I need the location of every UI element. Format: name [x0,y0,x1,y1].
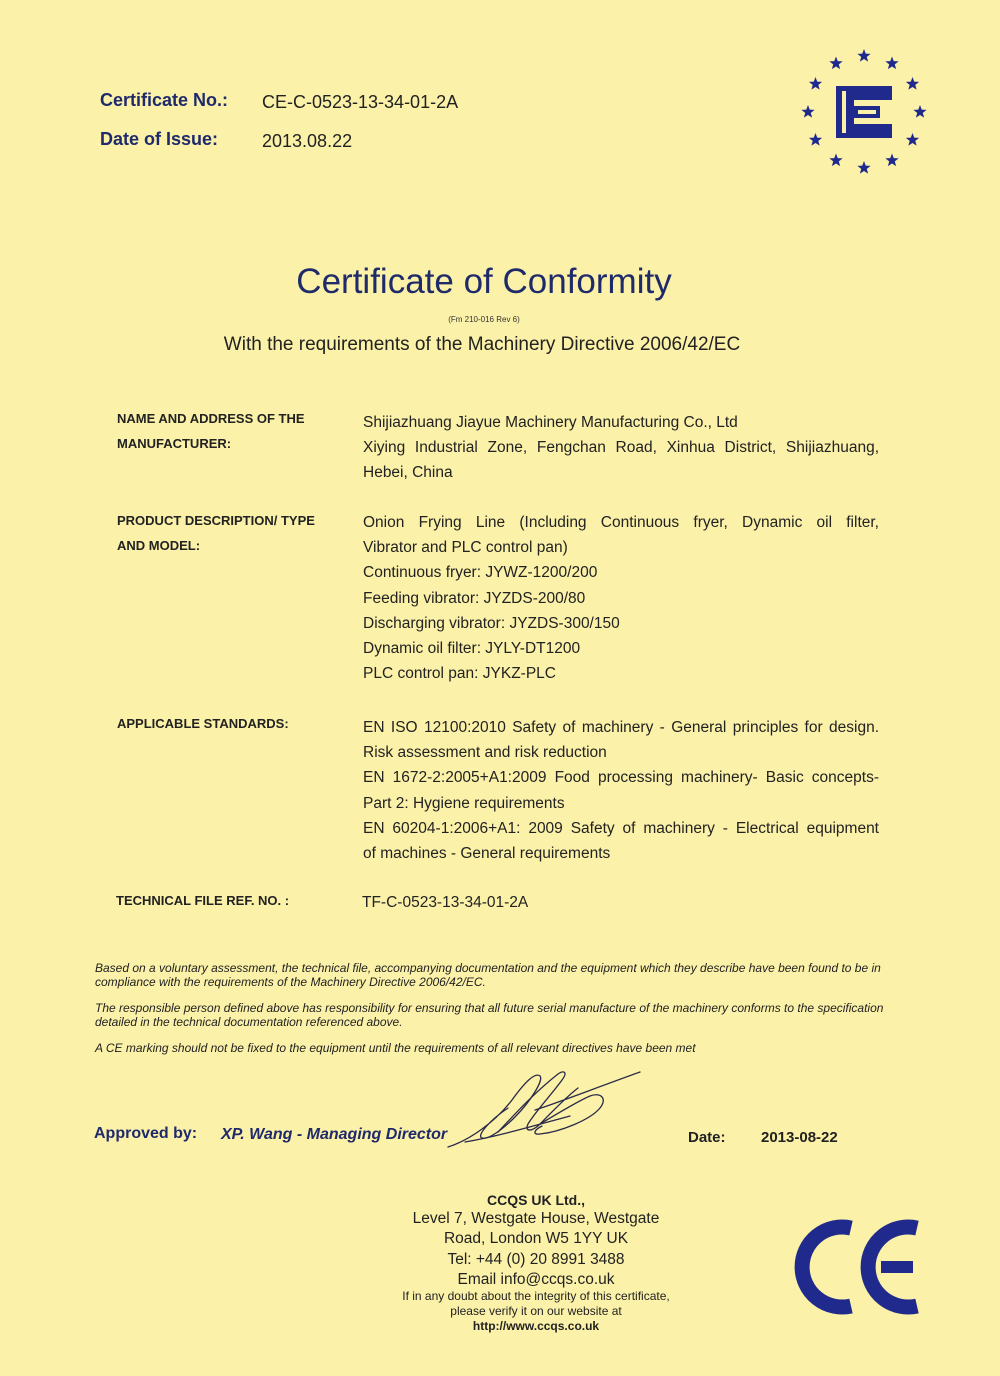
logo-star-icon [906,77,919,90]
approver-name: XP. Wang - Managing Director [221,1126,448,1143]
technical-file-label: TECHNICAL FILE REF. NO. : [116,893,290,908]
logo-star-icon [801,105,814,118]
date-of-issue-label: Date of Issue: [100,129,219,149]
product-label: PRODUCT DESCRIPTION/ TYPE AND MODEL: [117,513,315,553]
signature-icon [440,1062,655,1157]
note-assessment: Based on a voluntary assessment, the technical file, accompanying documentation and the equipment which they describe have been found to be in compliance with the requirements of the Machinery Directive 2006/42/EC. [95,961,881,989]
manufacturer-label: NAME AND ADDRESS OF THE MANUFACTURER: [117,411,305,451]
logo-star-icon [885,57,898,70]
technical-file-value: TF-C-0523-13-34-01-2A [362,894,529,911]
note-ce-marking: A CE marking should not be fixed to the equipment until the requirements of all relevant directives have been met [95,1041,696,1055]
issuer-website: http://www.ccqs.co.uk [472,1319,600,1333]
approval-date-value: 2013-08-22 [761,1129,838,1146]
form-reference: (Fm 210-016 Rev 6) [448,315,520,324]
logo-star-icon [857,161,870,174]
logo-star-icon [809,133,822,146]
issuer-block [356,1191,716,1334]
product-details: Onion Frying Line (Including Continuous fryer, Dynamic oil filter, Vibrator and PLC control pan) Continuous fryer: JYWZ-1200/200 Feeding vibrator: JYZDS-200/80 Discharging vibrator: JYZDS-300/150 Dynamic oil filter: JYLY-DT1200 PLC control pan: JYKZ-PLC [363,514,879,683]
compliance-notes [95,961,895,1067]
issuer-address-2: Road, London W5 1YY UK [443,1230,629,1247]
certificate-no-label: Certificate No.: [100,90,229,110]
standards-label: APPLICABLE STANDARDS: [117,716,289,731]
logo-star-icon [809,77,822,90]
standards-list: EN ISO 12100:2010 Safety of machinery - General principles for design. Risk assessment and risk reduction EN 1672-2:2005+A1:2009 Food processing machinery- Basic concepts- Part 2: Hygiene requirements EN 60204-1:2006+A1: 2009 Safety of machinery - Electrical equipment of machines - General requirements [363,719,879,863]
issuer-doubt-line-2: please verify it on our website at [450,1304,622,1318]
approval-date-label: Date: [688,1129,726,1146]
approved-by-label: Approved by: [94,1125,198,1142]
date-of-issue-value: 2013.08.22 [262,131,353,151]
logo-star-icon [829,154,842,167]
ce-mark-icon [793,1218,925,1316]
logo-star-icon [857,49,870,62]
issuer-name: CCQS UK Ltd., [487,1192,585,1208]
logo-star-icon [906,133,919,146]
issuer-doubt-line-1: If in any doubt about the integrity of this certificate, [402,1289,670,1303]
eu-stars-e-logo-icon [800,48,928,176]
logo-star-icon [885,154,898,167]
certificate-no-value: CE-C-0523-13-34-01-2A [262,92,459,112]
manufacturer-details: Shijiazhuang Jiayue Machinery Manufacturing Co., Ltd Xiying Industrial Zone, Fengchan Road, Xinhua District, Shijiazhuang, Hebei, China [363,414,879,482]
page-title: Certificate of Conformity [296,262,672,301]
logo-star-icon [829,57,842,70]
subtitle: With the requirements of the Machinery Directive 2006/42/EC [223,334,741,355]
note-responsibility: The responsible person defined above has responsibility for ensuring that all future serial manufacture of the machinery conforms to the specification detailed in the technical documentation referenced above. [95,1001,884,1029]
issuer-tel: Tel: +44 (0) 20 8991 3488 [447,1251,625,1268]
issuer-email: Email info@ccqs.co.uk [457,1271,615,1288]
issuer-address-1: Level 7, Westgate House, Westgate [412,1210,660,1227]
logo-star-icon [913,105,926,118]
